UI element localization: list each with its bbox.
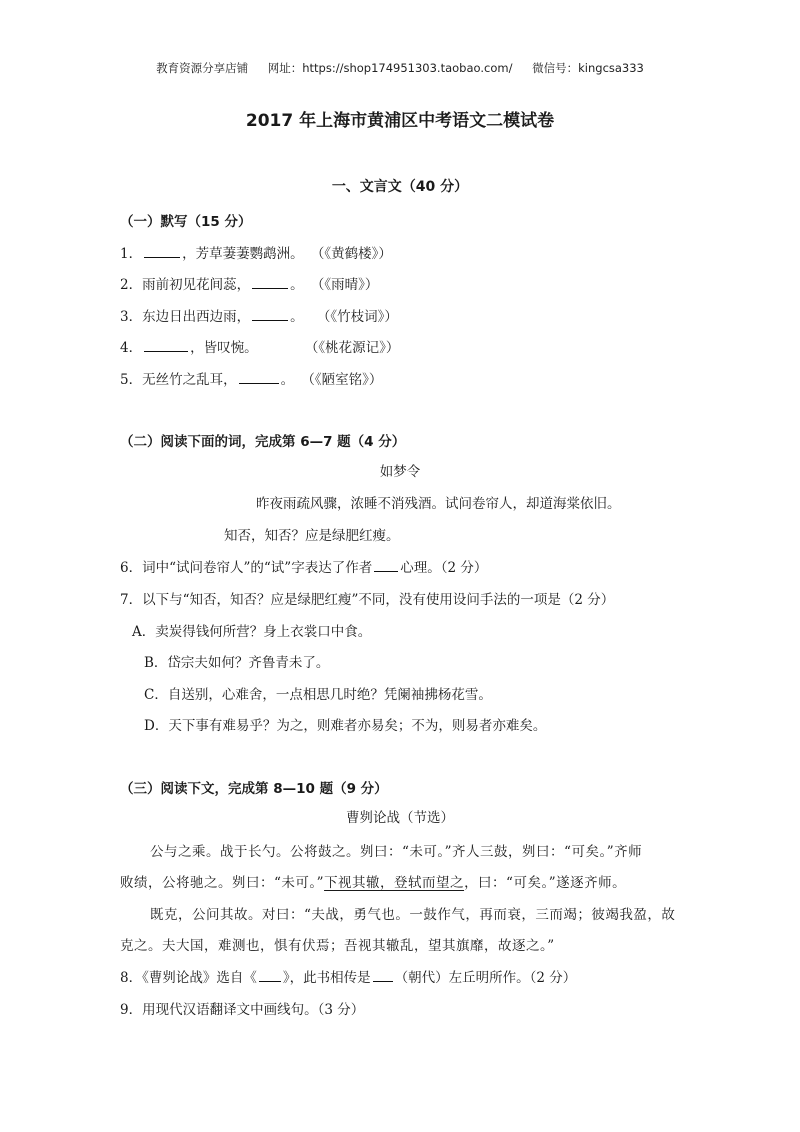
passage-line: 公与之乘。战于长勺。公将鼓之。刿曰：“未可。”齐人三鼓，刿曰：“可矣。”齐师	[150, 844, 643, 860]
passage-text: ，曰：“可矣。”遂逐齐师。	[464, 875, 627, 891]
part3-heading: （三）阅读下文，完成第 8—10 题（9 分）	[120, 781, 388, 797]
answer-blank	[252, 274, 288, 289]
question-source: （《桃花源记》）	[311, 340, 400, 356]
question-8	[120, 966, 576, 986]
question-6	[120, 556, 487, 576]
passage-line	[120, 871, 626, 891]
question-text: 》，此书相传是	[282, 970, 371, 986]
question-text: 心理。（2 分）	[400, 560, 488, 576]
shop-url: 网址：https://shop174951303.taobao.com/	[267, 61, 513, 75]
question-9: 9．用现代汉语翻译文中画线句。（3 分）	[120, 1002, 365, 1018]
passage-line: 既克，公问其故。对曰：“夫战，勇气也。一鼓作气，再而衰，三而竭；彼竭我盈，故	[150, 907, 676, 923]
shop-name: 教育资源分享店铺	[156, 61, 249, 75]
exam-title: 2017 年上海市黄浦区中考语文二模试卷	[245, 111, 555, 131]
poem-title: 如梦令	[379, 464, 421, 480]
answer-blank	[374, 557, 398, 572]
question-number: 5．	[120, 372, 143, 388]
question-end: 。	[290, 309, 304, 325]
question-3	[120, 305, 398, 325]
answer-blank	[144, 243, 180, 258]
question-source: （《雨晴》）	[317, 277, 379, 293]
question-text: ，皆叹惋。	[190, 340, 258, 356]
part1-heading: （一）默写（15 分）	[120, 214, 252, 230]
question-number: 4．	[120, 340, 143, 356]
page-header	[0, 60, 800, 76]
part2-heading: （二）阅读下面的词，完成第 6—7 题（4 分）	[120, 434, 406, 450]
question-2	[120, 273, 378, 293]
section-heading: 一、文言文（40 分）	[331, 179, 469, 195]
answer-blank	[252, 306, 288, 321]
question-7: 7．以下与“知否，知否？应是绿肥红瘦”不同，没有使用设问手法的一项是（2 分）	[120, 592, 615, 608]
question-source: （《黄鹤楼》）	[317, 246, 392, 262]
question-text: （朝代）左丘明所作。（2 分）	[394, 970, 577, 986]
question-1	[120, 242, 392, 262]
question-number: 1．	[120, 246, 143, 262]
answer-blank	[259, 967, 281, 982]
question-number: 2．	[120, 277, 143, 293]
question-end: 。	[290, 277, 304, 293]
question-source: （《陋室铭》）	[308, 372, 383, 388]
question-number: 3．	[120, 309, 143, 325]
passage-line: 克之。夫大国，难测也，惧有伏焉；吾视其辙乱，望其旗靡，故逐之。”	[120, 938, 555, 954]
question-source: （《竹枝词》）	[323, 309, 398, 325]
answer-blank	[373, 967, 393, 982]
underlined-sentence: 下视其辙，登轼而望之	[324, 875, 465, 891]
question-5	[120, 368, 382, 388]
poem-line: 昨夜雨疏风骤，浓睡不消残酒。试问卷帘人，却道海棠依旧。	[256, 496, 621, 512]
text-title: 曹刿论战（节选）	[346, 810, 454, 826]
option-b: B．岱宗夫如何？齐鲁青未了。	[144, 655, 330, 671]
question-text: 雨前初见花间蕊，	[142, 277, 251, 293]
passage-text: 败绩，公将驰之。刿曰：“未可。”	[120, 875, 325, 891]
option-d: D．天下事有难易乎？为之，则难者亦易矣；不为，则易者亦难矣。	[144, 718, 547, 734]
poem-line: 知否，知否？应是绿肥红瘦。	[224, 528, 400, 544]
wechat-id: 微信号：kingcsa333	[532, 61, 644, 75]
question-4	[120, 336, 399, 356]
question-text: ，芳草萋萋鹦鹉洲。	[182, 246, 304, 262]
question-text: 无丝竹之乱耳，	[142, 372, 237, 388]
question-text: 东边日出西边雨，	[142, 309, 251, 325]
answer-blank	[144, 337, 188, 352]
option-a: A．卖炭得钱何所营？身上衣裳口中食。	[132, 624, 372, 640]
option-c: C．自送别，心难舍，一点相思几时绝？凭阑袖拂杨花雪。	[144, 687, 492, 703]
question-end: 。	[280, 372, 295, 388]
question-text: 8．《曹刿论战》选自《	[120, 970, 257, 986]
question-text: 6．词中“试问卷帘人”的“试”字表达了作者	[120, 560, 373, 576]
answer-blank	[239, 369, 279, 384]
